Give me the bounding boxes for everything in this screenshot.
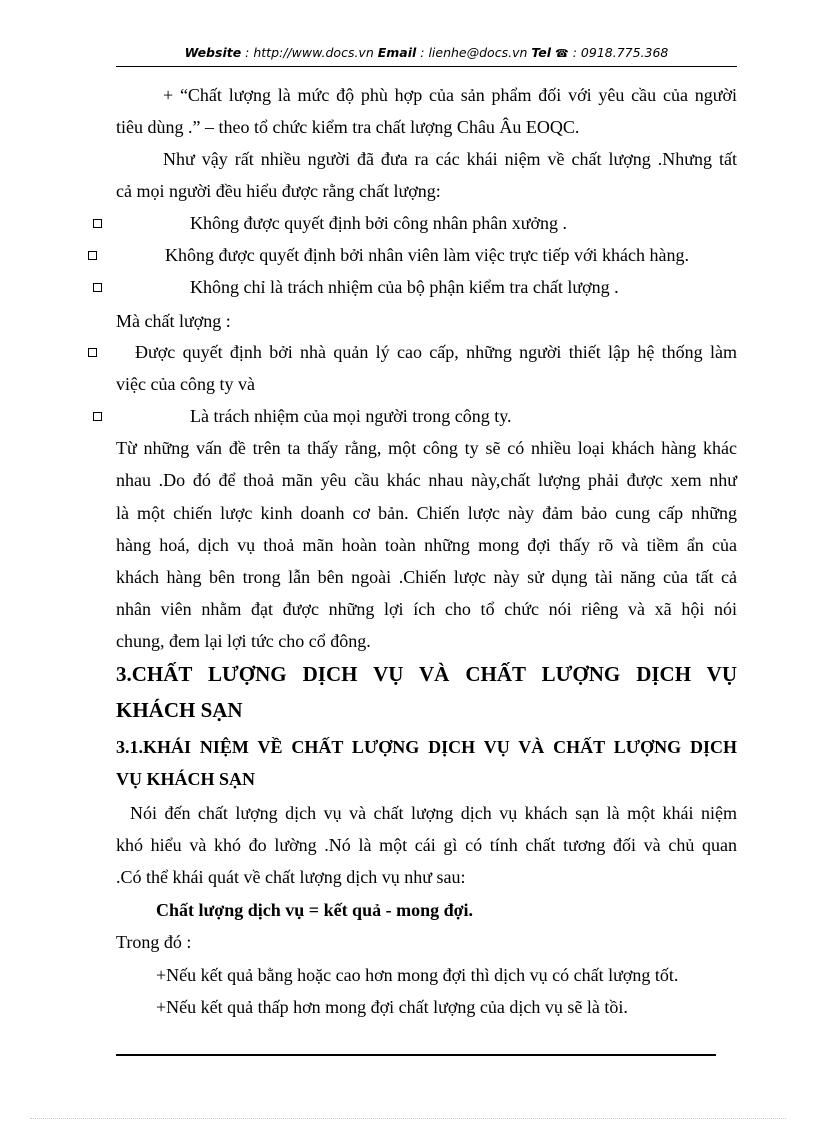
paragraph-line: Mà chất lượng : xyxy=(116,311,231,331)
page-bottom-border xyxy=(30,1118,786,1119)
bullet-item: Không được quyết định bởi công nhân phân xưởng . xyxy=(190,213,568,233)
tel-label: Tel xyxy=(531,45,552,60)
condition-item: +Nếu kết quả bằng hoặc cao hơn mong đợi thì dịch vụ có chất lượng tốt. xyxy=(156,965,679,985)
paragraph-line: Trong đó : xyxy=(116,932,192,952)
paragraph-line: hàng hoá, dịch vụ thoả mãn hoàn toàn những mong đợi thấy rõ và tiềm ẩn của xyxy=(116,535,737,555)
square-bullet-icon xyxy=(93,283,102,292)
subsection-heading: VỤ KHÁCH SẠN xyxy=(116,769,256,789)
paragraph-line: chung, đem lại lợi tức cho cổ đông. xyxy=(116,631,371,651)
bullet-item-continued: việc của công ty và xyxy=(116,374,255,394)
subsection-heading: 3.1.KHÁI NIỆM VỀ CHẤT LƯỢNG DỊCH VỤ VÀ CHẤT LƯỢNG DỊCH xyxy=(116,737,737,757)
bullet-item: Không chỉ là trách nhiệm của bộ phận kiểm tra chất lượng . xyxy=(190,277,619,297)
email-label: Email xyxy=(377,45,417,60)
bullet-item: Là trách nhiệm của mọi người trong công ty. xyxy=(190,406,512,426)
phone-icon: ☎ xyxy=(555,47,569,60)
paragraph-line: khó hiểu và khó đo lường .Nó là một cái gì có tính chất tương đối và chủ quan xyxy=(116,835,737,855)
paragraph-line: là một chiến lược kinh doanh cơ bản. Chiến lược này đảm bảo cung cấp những xyxy=(116,503,737,523)
paragraph-line: Nói đến chất lượng dịch vụ và chất lượng dịch vụ khách sạn là một khái niệm xyxy=(130,803,737,823)
bullet-item: Không được quyết định bởi nhân viên làm việc trực tiếp với khách hàng. xyxy=(165,245,689,265)
paragraph-line: Từ những vấn đề trên ta thấy rằng, một công ty sẽ có nhiều loại khách hàng khác xyxy=(116,438,737,458)
paragraph-line: khách hàng bên trong lẫn bên ngoài .Chiến lược này sử dụng tài năng của tất cả xyxy=(116,567,737,587)
square-bullet-icon xyxy=(93,219,102,228)
square-bullet-icon xyxy=(93,412,102,421)
website-value: : http://www.docs.vn xyxy=(241,45,378,60)
section-heading: KHÁCH SẠN xyxy=(116,698,243,722)
paragraph-line: nhau .Do đó để thoả mãn yêu cầu khác nhau này,chất lượng phải được xem như xyxy=(116,470,737,490)
square-bullet-icon xyxy=(88,348,97,357)
paragraph-line: cả mọi người đều hiểu được rằng chất lượng: xyxy=(116,181,441,201)
header-divider xyxy=(116,66,737,67)
website-label: Website xyxy=(184,45,242,60)
tel-value: : 0918.775.368 xyxy=(568,45,669,60)
paragraph-line: Như vậy rất nhiều người đã đưa ra các khái niệm về chất lượng .Nhưng tất xyxy=(163,149,737,169)
email-value: : lienhe@docs.vn xyxy=(416,45,532,60)
paragraph-line: .Có thể khái quát về chất lượng dịch vụ như sau: xyxy=(116,867,466,887)
paragraph-line: tiêu dùng .” – theo tổ chức kiểm tra chất lượng Châu Âu EOQC. xyxy=(116,117,580,137)
bullet-item: Được quyết định bởi nhà quản lý cao cấp, những người thiết lập hệ thống làm xyxy=(135,342,737,362)
paragraph-line: + “Chất lượng là mức độ phù hợp của sản phẩm đối với yêu cầu của người xyxy=(163,85,737,105)
footer-divider xyxy=(116,1054,716,1056)
formula: Chất lượng dịch vụ = kết quả - mong đợi. xyxy=(156,900,474,920)
paragraph-line: nhân viên nhằm đạt được những lợi ích cho tổ chức nói riêng và xã hội nói xyxy=(116,599,737,619)
page-header xyxy=(116,45,737,65)
square-bullet-icon xyxy=(88,251,97,260)
condition-item: +Nếu kết quả thấp hơn mong đợi chất lượng của dịch vụ sẽ là tồi. xyxy=(156,997,628,1017)
section-heading: 3.CHẤT LƯỢNG DỊCH VỤ VÀ CHẤT LƯỢNG DỊCH VỤ xyxy=(116,662,737,686)
